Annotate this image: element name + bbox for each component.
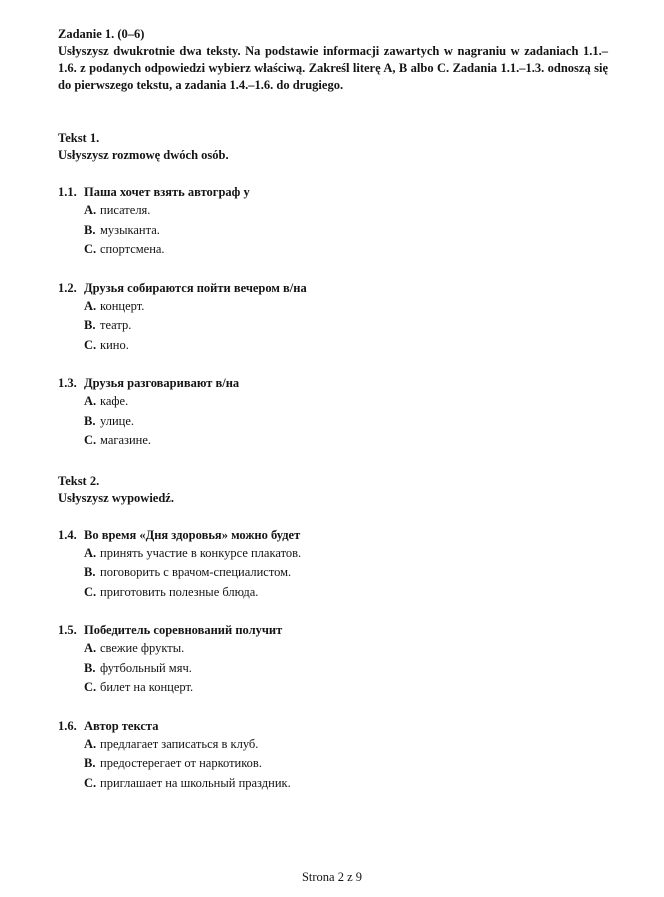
answer-option[interactable] — [84, 412, 608, 432]
option-text: писателя. — [100, 203, 151, 217]
question-1-6 — [58, 717, 608, 794]
question-number: 1.2. — [58, 280, 77, 295]
option-letter[interactable]: A. — [84, 545, 97, 560]
question-number: 1.6. — [58, 718, 77, 733]
option-letter[interactable]: A. — [84, 298, 97, 313]
question-stem: Паша хочет взять автограф у — [84, 185, 250, 199]
option-text: приглашает на школьный праздник. — [100, 775, 291, 790]
question-1-5 — [58, 621, 608, 698]
task-instruction: Usłyszysz dwukrotnie dwa teksty. Na podstawie informacji zawartych w nagraniu w zadaniach 1.1.–1.6. z podanych odpowiedzi wybierz właściwą. Zakreśl literę A, B albo C. Zadania 1.1.–1.3. odnoszą się do pierwszego tekstu, a zadania 1.4.–1.6. do drugiego. — [58, 44, 608, 92]
option-text: кино. — [100, 337, 129, 352]
option-text: спортсмена. — [100, 242, 165, 256]
option-letter[interactable]: B. — [84, 413, 96, 428]
question-1-2 — [58, 279, 608, 356]
answer-option[interactable] — [84, 659, 608, 679]
answer-option[interactable] — [84, 774, 608, 794]
option-text: магазине. — [100, 433, 152, 447]
option-text: предостерегает от наркотиков. — [100, 756, 262, 770]
answer-option[interactable] — [84, 297, 608, 317]
option-letter[interactable]: A. — [84, 641, 97, 655]
answer-option[interactable] — [84, 221, 608, 241]
option-letter[interactable]: C. — [84, 337, 97, 352]
exam-page — [58, 26, 608, 793]
answer-option[interactable] — [84, 544, 608, 564]
question-1-4 — [58, 526, 608, 603]
option-letter[interactable]: A. — [84, 394, 97, 408]
option-text: кафе. — [100, 394, 129, 408]
text-description: Usłyszysz rozmowę dwóch osób. — [58, 148, 229, 162]
option-letter[interactable]: B. — [84, 318, 96, 332]
answer-option[interactable] — [84, 240, 608, 260]
question-number: 1.1. — [58, 185, 77, 199]
option-text: концерт. — [100, 298, 145, 313]
option-letter[interactable]: B. — [84, 660, 96, 675]
text-title: Tekst 2. — [58, 473, 100, 488]
answer-option[interactable] — [84, 392, 608, 412]
answer-option[interactable] — [84, 563, 608, 583]
answer-option[interactable] — [84, 583, 608, 603]
option-text: предлагает записаться в клуб. — [100, 736, 259, 751]
answer-option[interactable] — [84, 678, 608, 698]
option-letter[interactable]: A. — [84, 203, 97, 217]
answer-option[interactable] — [84, 201, 608, 221]
option-letter[interactable]: B. — [84, 565, 96, 579]
answer-option[interactable] — [84, 316, 608, 336]
answer-option[interactable] — [84, 431, 608, 451]
option-text: свежие фрукты. — [100, 641, 185, 655]
text-section-1 — [58, 130, 608, 451]
question-stem: Автор текста — [84, 718, 159, 733]
question-number: 1.5. — [58, 623, 77, 637]
question-1-3 — [58, 374, 608, 451]
option-letter[interactable]: B. — [84, 222, 96, 237]
answer-option[interactable] — [84, 336, 608, 356]
text-description: Usłyszysz wypowiedź. — [58, 490, 174, 505]
option-letter[interactable]: A. — [84, 736, 97, 751]
option-letter[interactable]: C. — [84, 775, 97, 790]
answer-option[interactable] — [84, 754, 608, 774]
text-section-2 — [58, 473, 608, 794]
question-number: 1.3. — [58, 376, 77, 390]
option-letter[interactable]: B. — [84, 756, 96, 770]
question-number: 1.4. — [58, 527, 77, 542]
text-title: Tekst 1. — [58, 131, 100, 145]
question-stem: Победитель соревнований получит — [84, 623, 283, 637]
option-letter[interactable]: C. — [84, 680, 97, 694]
option-text: театр. — [100, 318, 132, 332]
option-text: улице. — [100, 413, 134, 428]
option-text: билет на концерт. — [100, 680, 194, 694]
question-stem: Друзья собираются пойти вечером в/на — [84, 280, 307, 295]
option-letter[interactable]: C. — [84, 433, 97, 447]
task-title: Zadanie 1. (0–6) — [58, 27, 145, 41]
question-1-1 — [58, 183, 608, 260]
page-number: Strona 2 z 9 — [301, 870, 363, 884]
option-text: поговорить с врачом-специалистом. — [100, 565, 292, 579]
option-text: приготовить полезные блюда. — [100, 584, 259, 599]
question-stem: Во время «Дня здоровья» можно будет — [84, 527, 301, 542]
option-text: футбольный мяч. — [100, 660, 192, 675]
option-letter[interactable]: C. — [84, 584, 97, 599]
option-text: музыканта. — [100, 222, 160, 237]
question-stem: Друзья разговаривают в/на — [84, 376, 240, 390]
option-letter[interactable]: C. — [84, 242, 97, 256]
answer-option[interactable] — [84, 639, 608, 659]
answer-option[interactable] — [84, 735, 608, 755]
option-text: принять участие в конкурсе плакатов. — [100, 545, 302, 560]
